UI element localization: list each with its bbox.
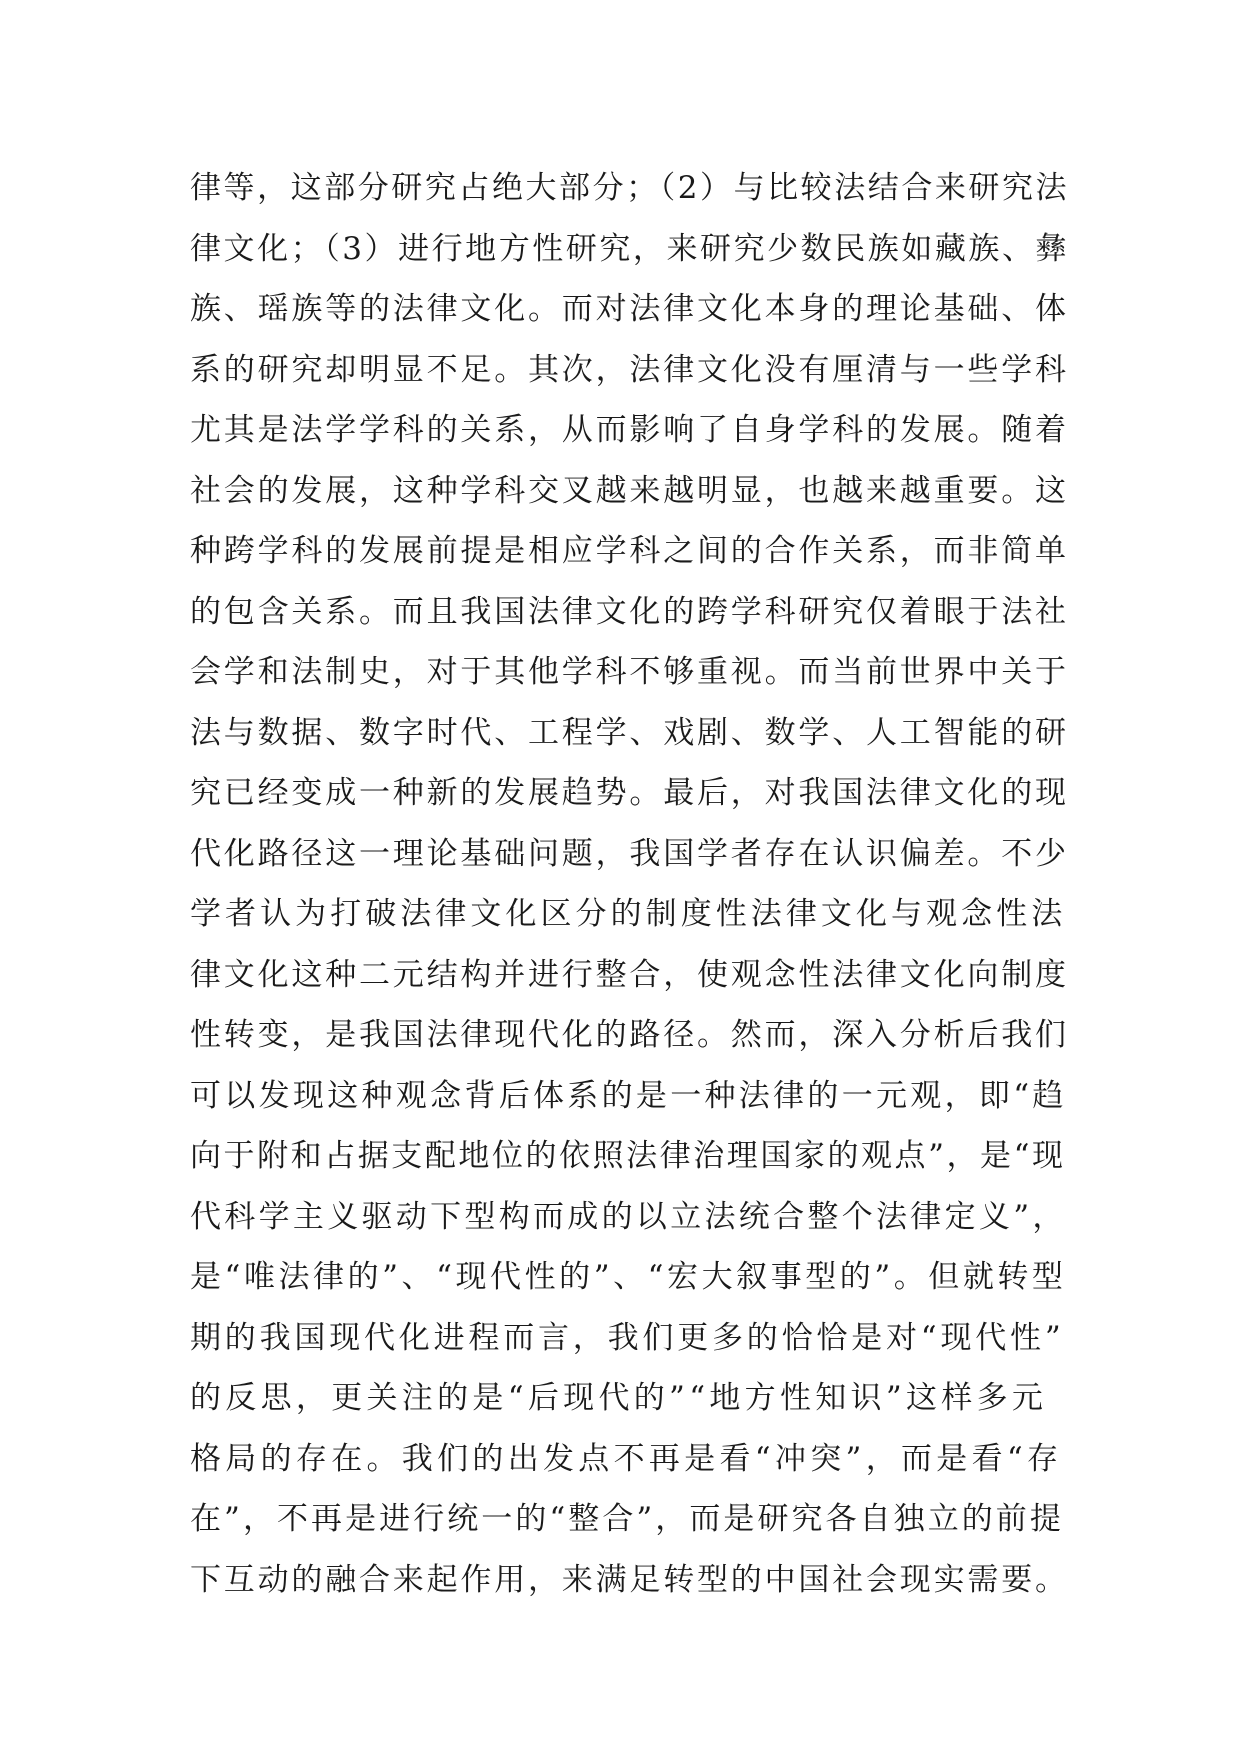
text-line: 下互动的融合来起作用，来满足转型的中国社会现实需要。 xyxy=(190,1561,1069,1598)
text-line: 系的研究却明显不足。其次，法律文化没有厘清与一些学科 xyxy=(190,351,1069,388)
text-line: 性转变，是我国法律现代化的路径。然而，深入分析后我们 xyxy=(190,1017,1069,1053)
text-line: 学者认为打破法律文化区分的制度性法律文化与观念性法 xyxy=(190,896,1067,932)
text-line: 究已经变成一种新的发展趋势。最后，对我国法律文化的现 xyxy=(190,775,1069,811)
text-line: 社会的发展，这种学科交叉越来越明显，也越来越重要。这 xyxy=(190,472,1069,509)
text-line: 代化路径这一理论基础问题，我国学者存在认识偏差。不少 xyxy=(190,835,1069,872)
text-line: 代科学主义驱动下型构而成的以立法统合整个法律定义”， xyxy=(190,1198,1067,1235)
text-line: 在”，不再是进行统一的“整合”，而是研究各自独立的前提 xyxy=(190,1501,1064,1537)
text-line: 律等，这部分研究占绝大部分；（2）与比较法结合来研究法 xyxy=(190,170,1070,206)
text-line: 尤其是法学学科的关系，从而影响了自身学科的发展。随着 xyxy=(190,412,1069,448)
text-line: 格局的存在。我们的出发点不再是看“冲突”，而是看“存 xyxy=(190,1440,1063,1477)
text-line: 期的我国现代化进程而言，我们更多的恰恰是对“现代性” xyxy=(190,1319,1065,1356)
text-line: 的反思，更关注的是“后现代的”“地方性知识”这样多元 xyxy=(190,1380,1048,1416)
text-line: 律文化这种二元结构并进行整合，使观念性法律文化向制度 xyxy=(190,956,1069,993)
text-line: 的包含关系。而且我国法律文化的跨学科研究仅着眼于法社 xyxy=(190,593,1069,630)
text-line: 会学和法制史，对于其他学科不够重视。而当前世界中关于 xyxy=(190,654,1069,690)
text-line: 法与数据、数字时代、工程学、戏剧、数学、人工智能的研 xyxy=(190,714,1069,751)
text-line: 向于附和占据支配地位的依照法律治理国家的观点”，是“现 xyxy=(190,1138,1066,1174)
text-line: 律文化；（3）进行地方性研究，来研究少数民族如藏族、彝 xyxy=(190,230,1070,267)
text-line: 可以发现这种观念背后体系的是一种法律的一元观，即“趋 xyxy=(190,1077,1067,1114)
text-line: 是“唯法律的”、“现代性的”、“宏大叙事型的”。但就转型 xyxy=(190,1259,1067,1295)
text-line: 族、瑶族等的法律文化。而对法律文化本身的理论基础、体 xyxy=(190,291,1069,327)
text-line: 种跨学科的发展前提是相应学科之间的合作关系，而非简单 xyxy=(190,533,1069,569)
body-paragraph xyxy=(190,158,1070,1610)
